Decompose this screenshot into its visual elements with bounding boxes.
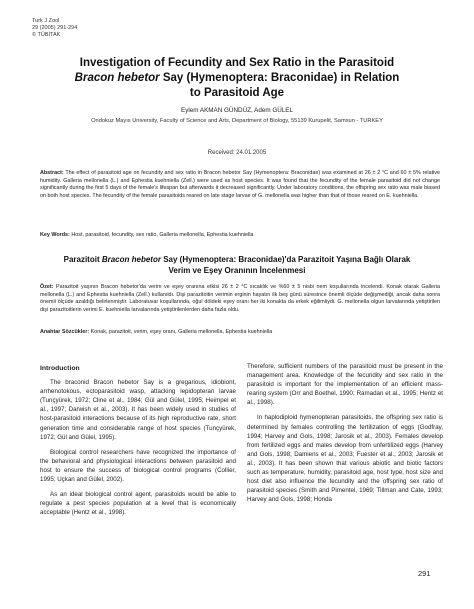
affiliation: Ondokuz Mayıs University, Faculty of Science and Arts, Department of Biology, 55139 Kurupelit, Samsun - TURKEY: [91, 118, 383, 124]
turkish-keywords: [40, 329, 440, 337]
title-line-2: [40, 71, 434, 86]
journal-header: [32, 18, 77, 39]
turkish-title-species: Bracon hebetor: [101, 255, 161, 264]
body-paragraph: In haplodiploid hymenopteran parasitoids, the offspring sex ratio is determined by females controlling the fertilization of eggs (Godfray, 1994; Harvey and Gols, 1998; Jarosik et al., 2003). Females develop from fertilized eggs and males develop from unfertilized eggs (Harvey and Gols, 1998; Damiens et al., 2003; Fuester et al., 2003; Jarosik et al., 2003). It has been shown that various abiotic and biotic factors such as temperature, humidity, parasitoid age, host type, host size and host diet also influence the fecundity and the offspring sex ratio of parasitoid species (Smith and Pimentel, 1969; Tillman and Cate, 1993; Harvey and Gols, 1998; Honda: [247, 414, 443, 504]
keywords-text: Host, parasitoid, fecundity, sex ratio, Galleria mellonella, Ephestia kuehniella: [69, 232, 254, 238]
anahtar-text: Konak, parazitoit, verim, eşey oranı, Galleria mellonella, Ephestia kuehniella: [89, 329, 273, 335]
title-line-3: to Parasitoid Age: [189, 87, 285, 99]
keywords-label: Key Words:: [40, 232, 70, 238]
introduction-heading: Introduction: [40, 365, 80, 372]
turkish-title-line-2: Verim ve Eşey Oranının İncelenmesi: [168, 266, 306, 275]
authors: Eylem AKMAN GÜNDÜZ, Adem GÜLEL: [181, 107, 293, 114]
abstract-text: The effect of parasitoid age on fecundity and sex ratio in Bracon hebetor Say (Hymenoptera: Braconidae) was examined at 26 ± 2 °C and 60 ± 5% relative humidity. Galleria mellonella (L.) and Ephestia kuehniella (Zell.) were used as host species. It was found that the fecundity of the female parasitoid did not change significantly during the first 5 days of the female's lifespan but afterwards it decreased significantly. Under laboratory conditions, the offspring sex ratio was male biased on both host species. The fecundity of the female parasitoids reared on late stage larvae of G. mellonella was higher than that of those reared on E. kuehniella.: [40, 170, 440, 199]
body-column-right: [247, 362, 443, 510]
turkish-title-rest: Say (Hymenoptera: Braconidae)'da Parazitoit Yaşına Bağlı Olarak: [160, 255, 411, 264]
turkish-title: [40, 254, 434, 276]
paper-title: [40, 56, 434, 101]
title-species: Bracon hebetor: [74, 72, 160, 84]
keywords: [40, 232, 440, 240]
received-date: Received: 24.01.2005: [207, 150, 267, 156]
body-paragraph: As an ideal biological control agent, parasitoids would be able to regulate a pest species population at a level that is economically acceptable (Hentz et al., 1998).: [40, 491, 236, 517]
anahtar-label: Anahtar Sözcükler:: [40, 329, 90, 335]
body-paragraph: Therefore, sufficient numbers of the parasitoid must be present in the management area. Knowledge of the fecundity and sex ratio in the parasitoid is important for the implementation of an efficient mass-rearing system (Orr and Boethel, 1990; Ramadan et al., 1995; Hentz et al., 1998).: [247, 363, 443, 407]
turkish-title-pre: Parazitoit: [63, 255, 102, 264]
turkish-abstract: [40, 284, 440, 314]
body-column-left: [40, 362, 236, 523]
abstract-label: Abstract:: [40, 170, 64, 176]
body-paragraph: Biological control researchers have recognized the importance of the behavioral and physiological interactions between parasitoid and host to ensure the success of biological control programs (Collier, 1995; Uçkan and Gülel, 2002).: [40, 448, 236, 484]
journal-issue: 29 (2005) 291-294: [32, 25, 78, 31]
title-line-1: Investigation of Fecundity and Sex Ratio in the Parasitoid: [79, 57, 395, 69]
ozet-text: Parazitoit yaşının Bracon hebetor'da verim ve eşey oranına etkisi 26 ± 2 °C sıcaklık ve %60 ± 5 nisbi nem koşullarında incelendi. Konak olarak Galleria mellonella (L.) and Ephestia kuehniella (Zell.) kullanıldı. Dişi parazitoitin verimin erginin hayatın ilk beş günü süresince önemli ölçüde değişmediği, ancak daha sonra önemli ölçüde azaldığı belirlenmiştir. Laboratuvar koşullarında, oğul döldeki eşey oranı her iki konakta da erkek eğilimliydi. G. mellonella olgun larvalarında yetiştirilen dişi parazitoitlerin verimi E. kuehniella larvalarında yetiştirilenlerden daha fazla oldu.: [40, 284, 440, 313]
journal-publisher: © TÜBİTAK: [32, 32, 61, 38]
abstract: [40, 170, 440, 200]
journal-name: Turk J Zool: [32, 18, 60, 24]
body-paragraph: The braconid Bracon hebetor Say is a gregarious, idiobiont, arrhenotokous, ectoparasitoid wasp, attacking lepidopteran larvae (Tunçyürek, 1972; Cline et al., 1984; Gül and Gülel, 1995; Heimpel et al., 1997; Darwish et al., 2003). It has been widely used in studies of host-parasitoid interactions because of its high reproductive rate, short generation time and considerable range of host species (Tunçyürek, 1972; Gül and Gülel, 1995).: [40, 379, 236, 441]
turkish-title-line-1: [40, 254, 434, 265]
page-number: 291: [418, 569, 431, 578]
ozet-label: Özet:: [40, 284, 54, 290]
title-line-2-rest: Say (Hymenoptera: Braconidae) in Relation: [159, 72, 400, 84]
